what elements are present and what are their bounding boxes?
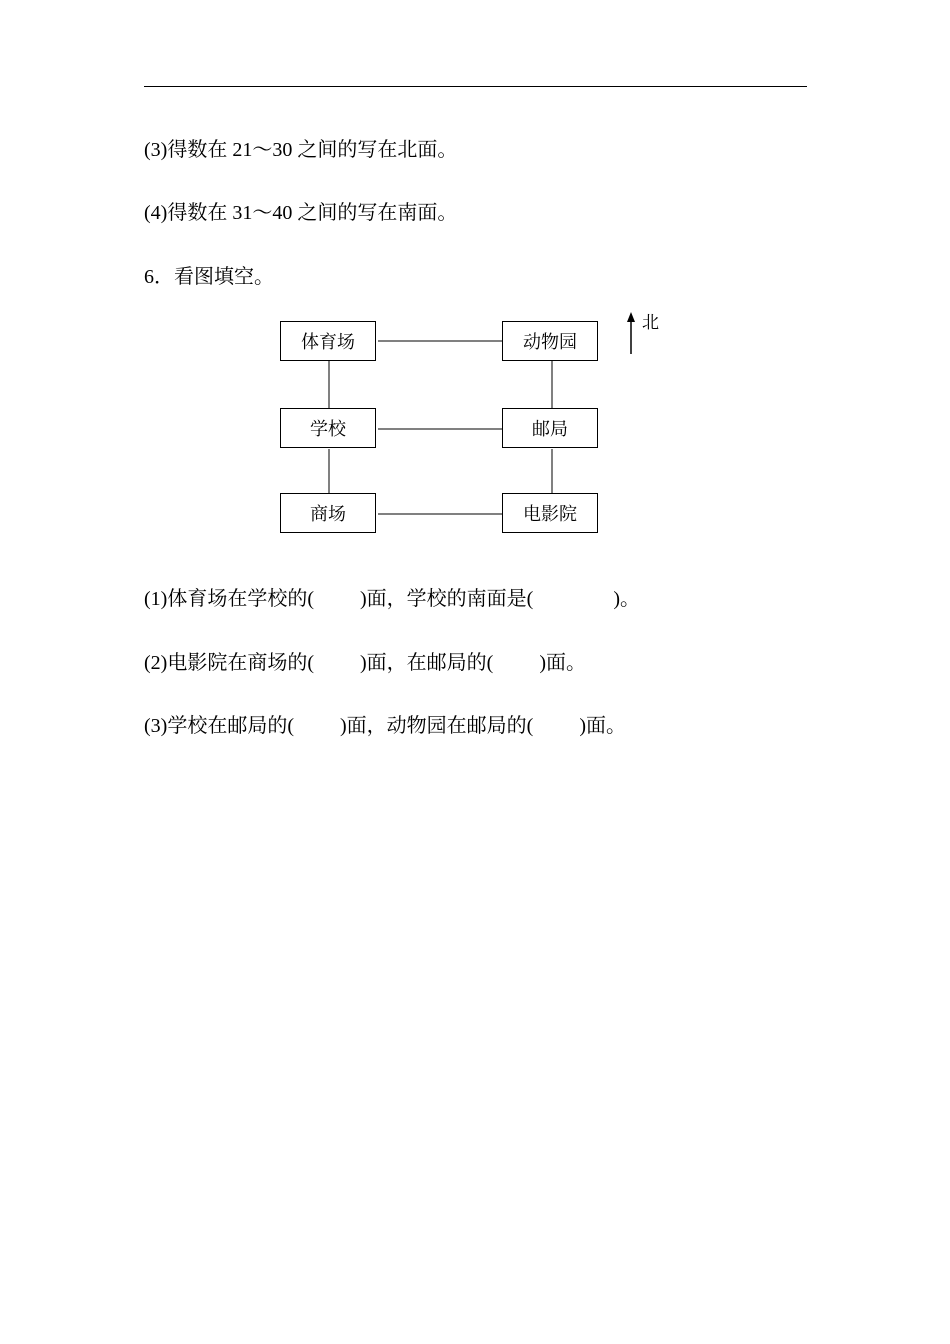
north-arrow-icon bbox=[627, 312, 635, 354]
question-6-title: 6．看图填空。 bbox=[144, 266, 274, 288]
place-box-stadium: 体育场 bbox=[280, 321, 376, 361]
place-box-mall: 商场 bbox=[280, 493, 376, 533]
question-3-part-a: (3)学校在邮局的( bbox=[144, 715, 294, 737]
place-box-cinema: 电影院 bbox=[502, 493, 598, 533]
question-2 bbox=[144, 649, 586, 677]
question-3-part-c: )面。 bbox=[579, 715, 626, 737]
question-1 bbox=[144, 585, 640, 613]
place-box-post-office: 邮局 bbox=[502, 408, 598, 448]
item-4-text: (4)得数在 31～40 之间的写在南面。 bbox=[144, 202, 458, 224]
place-box-school: 学校 bbox=[280, 408, 376, 448]
question-3 bbox=[144, 712, 626, 740]
question-2-part-a: (2)电影院在商场的( bbox=[144, 652, 314, 674]
place-box-zoo: 动物园 bbox=[502, 321, 598, 361]
question-1-part-a: (1)体育场在学校的( bbox=[144, 588, 314, 610]
question-1-part-c: )。 bbox=[613, 588, 640, 610]
question-2-part-b: )面，在邮局的( bbox=[359, 652, 494, 674]
question-2-part-c: )面。 bbox=[539, 652, 586, 674]
header-rule bbox=[144, 86, 807, 87]
item-3-text: (3)得数在 21～30 之间的写在北面。 bbox=[144, 139, 458, 161]
question-1-part-b: )面，学校的南面是( bbox=[359, 588, 534, 610]
north-label: 北 bbox=[642, 313, 659, 333]
question-3-part-b: )面，动物园在邮局的( bbox=[339, 715, 534, 737]
